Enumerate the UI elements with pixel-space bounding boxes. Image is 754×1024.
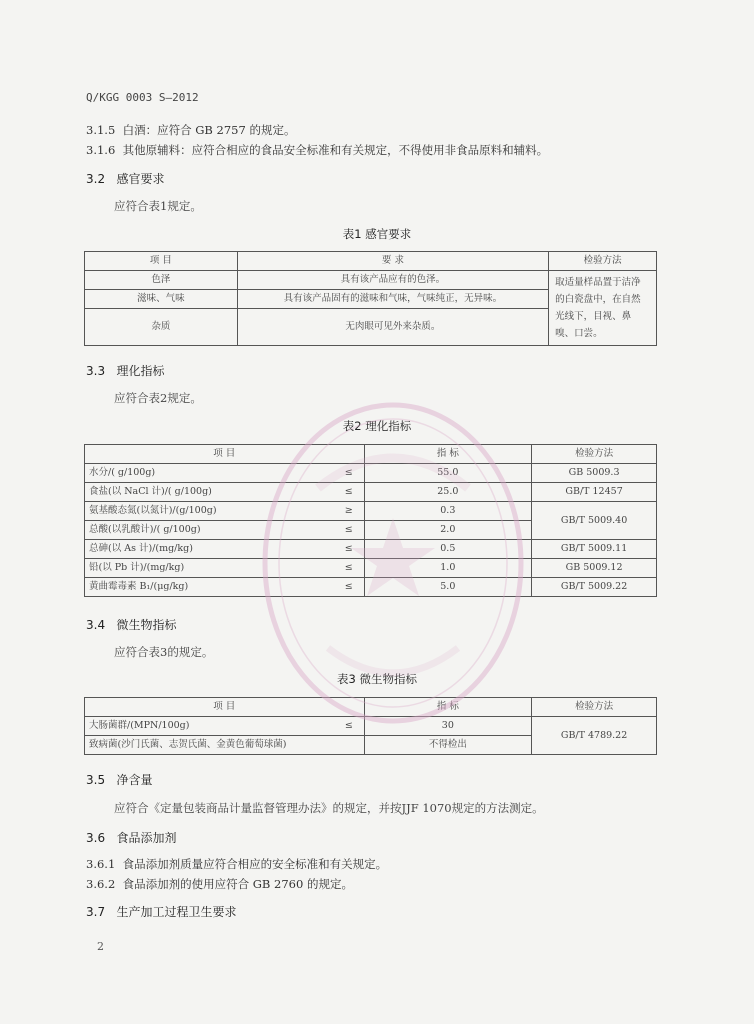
value-cell: 0.5 [364, 540, 532, 559]
table-row [85, 540, 657, 559]
table-row [85, 271, 657, 290]
clause-number: 3.1.6 [86, 143, 116, 157]
method-cell: 取适量样品置于洁净的白瓷盘中，在自然光线下，目视、鼻嗅、口尝。 [549, 271, 657, 346]
item-cell: 总砷(以 As 计)/(mg/kg) [85, 540, 335, 559]
item-cell: 致病菌(沙门氏菌、志贺氏菌、金黄色葡萄球菌) [85, 736, 365, 755]
section-3-4-body: 应符合表3的规定。 [114, 645, 214, 659]
item-cell: 氨基酸态氮(以氮计)/(g/100g) [85, 502, 335, 521]
operator-cell: ≤ [334, 578, 364, 597]
table2-caption: 表2 理化指标 [342, 419, 412, 433]
item-cell: 大肠菌群/(MPN/100g) [85, 717, 335, 736]
operator-cell: ≥ [334, 502, 364, 521]
operator-cell: ≤ [334, 717, 364, 736]
method-cell: GB 5009.12 [532, 559, 657, 578]
value-cell: 1.0 [364, 559, 532, 578]
section-number: 3.5 [86, 773, 106, 787]
value-cell: 25.0 [364, 483, 532, 502]
method-cell: GB/T 5009.40 [532, 502, 657, 540]
table-row [85, 502, 657, 521]
requirement-cell: 无肉眼可见外来杂质。 [237, 309, 548, 346]
header-cell: 检验方法 [549, 252, 657, 271]
page-number: 2 [97, 940, 104, 953]
method-cell: GB 5009.3 [532, 464, 657, 483]
section-title: 理化指标 [116, 364, 165, 378]
table-row [85, 578, 657, 597]
item-cell: 铅(以 Pb 计)/(mg/kg) [85, 559, 335, 578]
header-cell: 指 标 [364, 445, 532, 464]
section-3-3-heading [86, 362, 165, 379]
value-cell: 0.3 [364, 502, 532, 521]
table3-microbial [84, 697, 657, 755]
table2-physicochemical [84, 444, 657, 597]
table3-caption: 表3 微生物指标 [337, 672, 417, 686]
requirement-cell: 具有该产品固有的滋味和气味，气味纯正，无异味。 [237, 290, 548, 309]
section-number: 3.7 [86, 905, 106, 919]
section-title: 感官要求 [116, 172, 165, 186]
section-title: 微生物指标 [116, 618, 177, 632]
table-row [85, 717, 657, 736]
table-row [85, 483, 657, 502]
item-cell: 黄曲霉毒素 B₁/(μg/kg) [85, 578, 335, 597]
clause-text: 其他原辅料：应符合相应的食品安全标准和有关规定，不得使用非食品原料和辅料。 [122, 143, 549, 157]
method-cell: GB/T 5009.11 [532, 540, 657, 559]
value-cell: 55.0 [364, 464, 532, 483]
section-3-7-heading [86, 903, 237, 920]
method-cell: GB/T 4789.22 [532, 717, 657, 755]
section-number: 3.3 [86, 364, 106, 378]
operator-cell: ≤ [334, 464, 364, 483]
value-cell: 5.0 [364, 578, 532, 597]
item-cell: 食盐(以 NaCl 计)/( g/100g) [85, 483, 335, 502]
header-cell: 检验方法 [532, 698, 657, 717]
section-number: 3.2 [86, 172, 106, 186]
clause-text: 白酒：应符合 GB 2757 的规定。 [122, 123, 296, 137]
header-cell: 检验方法 [532, 445, 657, 464]
table1-sensory [84, 251, 657, 346]
section-title: 净含量 [116, 773, 153, 787]
value-cell: 不得检出 [364, 736, 532, 755]
item-cell: 水分/( g/100g) [85, 464, 335, 483]
section-number: 3.4 [86, 618, 106, 632]
header-cell: 项 目 [85, 445, 365, 464]
standard-header: Q/KGG 0003 S—2012 [86, 91, 199, 104]
table-row [85, 464, 657, 483]
header-cell: 项 目 [85, 698, 365, 717]
header-cell: 要 求 [237, 252, 548, 271]
item-cell: 色泽 [85, 271, 238, 290]
clause-number: 3.6.2 [86, 877, 116, 891]
section-3-3-body: 应符合表2规定。 [114, 391, 202, 405]
section-3-2-heading [86, 170, 165, 187]
requirement-cell: 具有该产品应有的色泽。 [237, 271, 548, 290]
table1-caption: 表1 感官要求 [342, 227, 412, 241]
header-cell: 项 目 [85, 252, 238, 271]
section-title: 食品添加剂 [116, 831, 177, 845]
section-3-6-heading [86, 829, 177, 846]
item-cell: 总酸(以乳酸计)/( g/100g) [85, 521, 335, 540]
operator-cell: ≤ [334, 540, 364, 559]
operator-cell: ≤ [334, 521, 364, 540]
clause-number: 3.1.5 [86, 123, 116, 137]
header-cell: 指 标 [364, 698, 532, 717]
section-3-4-heading [86, 616, 177, 633]
operator-cell: ≤ [334, 559, 364, 578]
section-3-5-heading [86, 771, 153, 788]
section-title: 生产加工过程卫生要求 [116, 905, 237, 919]
method-cell: GB/T 5009.22 [532, 578, 657, 597]
operator-cell: ≤ [334, 483, 364, 502]
clause-3-6-1 [86, 856, 387, 872]
clause-text: 食品添加剂的使用应符合 GB 2760 的规定。 [122, 877, 353, 891]
value-cell: 30 [364, 717, 532, 736]
value-cell: 2.0 [364, 521, 532, 540]
table-header-row [85, 252, 657, 271]
table-header-row [85, 698, 657, 717]
section-number: 3.6 [86, 831, 106, 845]
clause-text: 食品添加剂质量应符合相应的安全标准和有关规定。 [122, 857, 388, 871]
item-cell: 滋味、气味 [85, 290, 238, 309]
method-cell: GB/T 12457 [532, 483, 657, 502]
clause-number: 3.6.1 [86, 857, 116, 871]
clause-3-1-6 [86, 142, 548, 158]
clause-3-6-2 [86, 876, 353, 892]
clause-3-1-5 [86, 122, 295, 138]
item-cell: 杂质 [85, 309, 238, 346]
table-row [85, 559, 657, 578]
section-3-2-body: 应符合表1规定。 [114, 199, 202, 213]
section-3-5-body: 应符合《定量包装商品计量监督管理办法》的规定，并按JJF 1070规定的方法测定。 [114, 801, 544, 815]
table-header-row [85, 445, 657, 464]
